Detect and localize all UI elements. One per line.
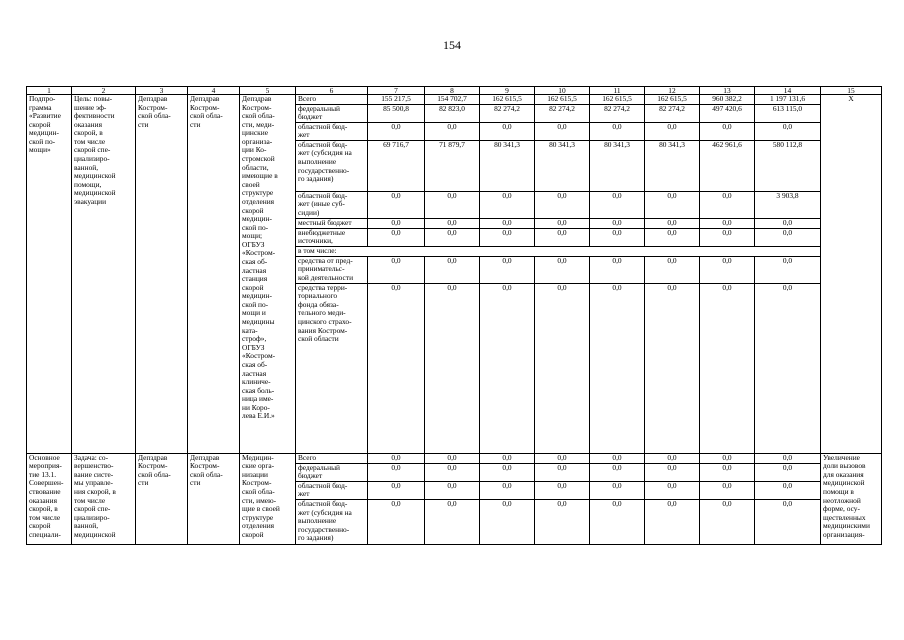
funding-value-cell: 85 500,8 (368, 104, 425, 122)
funding-value-cell: 0,0 (425, 481, 480, 499)
funding-value-cell: 0,0 (425, 218, 480, 228)
funding-value-cell: 0,0 (535, 283, 590, 453)
funding-value-cell: 0,0 (700, 453, 755, 463)
funding-source-label: федеральный бюджет (296, 104, 368, 122)
funding-value-cell: 0,0 (755, 218, 821, 228)
funding-value-cell: 0,0 (535, 122, 590, 140)
funding-source-label: внебюджетные источники, (296, 228, 368, 246)
funding-value-cell: 0,0 (700, 499, 755, 544)
funding-value-cell: 0,0 (480, 283, 535, 453)
expected-result-cell: Х (821, 95, 882, 454)
funding-value-cell: 162 615,5 (645, 95, 700, 105)
funding-value-cell: 0,0 (590, 122, 645, 140)
goal-cell: Задача: со- вершенство- вание систе- мы управле- ния скорой, в том числе скорой спе- циализиро- ванной, медицинской (72, 453, 136, 544)
funding-value-cell: 1 197 131,6 (755, 95, 821, 105)
funding-value-cell: 0,0 (480, 218, 535, 228)
funding-value-cell: 82 274,2 (590, 104, 645, 122)
column-number-row (27, 87, 882, 95)
funding-source-label: областной бюд- жет (иные суб- сидии) (296, 191, 368, 218)
column-header: 6 (296, 87, 368, 95)
funding-value-cell: 0,0 (700, 463, 755, 481)
funding-source-label: местный бюджет (296, 218, 368, 228)
funding-source-label: областной бюд- жет (296, 481, 368, 499)
funding-value-cell: 154 702,7 (425, 95, 480, 105)
funding-value-cell: 0,0 (425, 283, 480, 453)
column-header: 12 (645, 87, 700, 95)
funding-value-cell: 0,0 (535, 463, 590, 481)
funding-value-cell: 0,0 (480, 122, 535, 140)
funding-value-cell: 0,0 (368, 283, 425, 453)
funding-value-cell: 71 879,7 (425, 140, 480, 191)
funding-value-cell: 0,0 (645, 228, 700, 246)
expected-result-cell: Увеличение доли вызовов для оказания медицинской помощи в неотложной форме, осу- ществленных медицинскими организация- (821, 453, 882, 544)
funding-value-cell: 0,0 (368, 481, 425, 499)
column-header: 15 (821, 87, 882, 95)
funding-value-cell: 0,0 (368, 453, 425, 463)
funding-value-cell: 0,0 (700, 191, 755, 218)
column-header: 2 (72, 87, 136, 95)
funding-value-cell: 0,0 (755, 453, 821, 463)
funding-value-cell: 0,0 (645, 499, 700, 544)
funding-value-cell: 0,0 (425, 256, 480, 283)
funding-value-cell: 0,0 (480, 256, 535, 283)
funding-value-cell: 0,0 (755, 481, 821, 499)
funding-value-cell: 0,0 (590, 228, 645, 246)
funding-source-label: областной бюд- жет (субсидия на выполнение государственно- го задания) (296, 140, 368, 191)
funding-value-cell: 0,0 (368, 122, 425, 140)
funding-value-cell: 0,0 (645, 218, 700, 228)
column-header: 14 (755, 87, 821, 95)
table-body (27, 87, 882, 545)
funding-value-cell: 0,0 (480, 463, 535, 481)
funding-value-cell: 0,0 (425, 228, 480, 246)
funding-value-cell: 0,0 (535, 218, 590, 228)
funding-value-cell: 0,0 (700, 256, 755, 283)
funding-value-cell: 0,0 (590, 218, 645, 228)
funding-value-cell: 0,0 (590, 191, 645, 218)
funding-value-cell: 0,0 (645, 191, 700, 218)
program-name-cell: Подпро- грамма «Развитие скорой медицин- ской по- мощи» (27, 95, 72, 454)
funding-value-cell: 0,0 (590, 499, 645, 544)
funding-value-cell: 613 115,0 (755, 104, 821, 122)
funding-value-cell: 462 961,6 (700, 140, 755, 191)
funding-value-cell: 0,0 (425, 499, 480, 544)
funding-value-cell: 0,0 (480, 499, 535, 544)
column-header: 8 (425, 87, 480, 95)
funding-value-cell: 0,0 (535, 481, 590, 499)
funding-value-cell: 162 615,5 (590, 95, 645, 105)
funding-value-cell: 0,0 (425, 122, 480, 140)
coordinator-cell: Депздрав Костром- ской обла- сти (136, 453, 188, 544)
funding-value-cell: 0,0 (535, 453, 590, 463)
funding-value-cell: 0,0 (535, 256, 590, 283)
funding-value-cell: 80 341,3 (535, 140, 590, 191)
program-funding-table (26, 86, 882, 545)
funding-row (27, 95, 882, 105)
funding-source-label: Всего (296, 453, 368, 463)
funding-value-cell: 3 903,8 (755, 191, 821, 218)
column-header: 3 (136, 87, 188, 95)
funding-source-label: средства от пред- принимательс- кой деятельности (296, 256, 368, 283)
funding-value-cell: 0,0 (368, 256, 425, 283)
column-header: 7 (368, 87, 425, 95)
funding-value-cell: 0,0 (480, 191, 535, 218)
page-number: 154 (443, 38, 461, 52)
customer-cell: Депздрав Костром- ской обла- сти (188, 95, 240, 454)
executors-cell: Депздрав Костром- ской обла- сти, меди- цинские организа- ции Ко- стромской области, имеющие в своей структуре отделения скорой медицин- ской по- мощи; ОГБУЗ «Костром- ская об- ластная станция скорой медицин- ской по- мощи и медицины ката- строф», ОГБУЗ «Костром- ская об- ластная клиниче- ская боль- ница име- ни Коро- лева Е.И.» (240, 95, 296, 454)
goal-cell: Цель: повы- шение эф- фективности оказания скорой, в том числе скорой спе- циализиро- ванной, медицинской помощи, медицинской эвакуации (72, 95, 136, 454)
funding-value-cell: 0,0 (645, 463, 700, 481)
funding-source-label: областной бюд- жет (субсидия на выполнение государственно- го задания) (296, 499, 368, 544)
funding-source-label: областной бюд- жет (296, 122, 368, 140)
column-header: 13 (700, 87, 755, 95)
funding-value-cell: 82 823,0 (425, 104, 480, 122)
funding-value-cell: 0,0 (368, 499, 425, 544)
funding-value-cell: 80 341,3 (590, 140, 645, 191)
funding-value-cell: 0,0 (590, 283, 645, 453)
funding-value-cell: 0,0 (755, 499, 821, 544)
funding-value-cell: 82 274,2 (480, 104, 535, 122)
funding-value-cell: 0,0 (480, 481, 535, 499)
funding-value-cell: 0,0 (590, 481, 645, 499)
funding-source-label: федеральный бюджет (296, 463, 368, 481)
funding-value-cell: 0,0 (368, 228, 425, 246)
funding-value-cell: 0,0 (700, 218, 755, 228)
column-header: 10 (535, 87, 590, 95)
funding-value-cell: 162 615,5 (480, 95, 535, 105)
funding-row (27, 453, 882, 463)
customer-cell: Депздрав Костром- ской обла- сти (188, 453, 240, 544)
funding-value-cell: 0,0 (755, 228, 821, 246)
funding-value-cell: 0,0 (590, 453, 645, 463)
column-header: 1 (27, 87, 72, 95)
funding-value-cell: 0,0 (590, 463, 645, 481)
column-header: 4 (188, 87, 240, 95)
program-name-cell: Основное мероприя- тие 13.1. Совершен- ствование оказания скорой, в том числе скорой специали- (27, 453, 72, 544)
funding-value-cell: 0,0 (425, 191, 480, 218)
funding-value-cell: 82 274,2 (645, 104, 700, 122)
funding-value-cell: 155 217,5 (368, 95, 425, 105)
funding-value-cell: 0,0 (755, 463, 821, 481)
funding-value-cell: 0,0 (645, 256, 700, 283)
funding-value-cell: 0,0 (590, 256, 645, 283)
funding-source-label: средства терри- ториального фонда обяза- тельного меди- цинского страхо- вания Костром- ской области (296, 283, 368, 453)
funding-value-cell: 0,0 (645, 453, 700, 463)
funding-value-cell: 82 274,2 (535, 104, 590, 122)
funding-value-cell: 0,0 (700, 228, 755, 246)
funding-value-cell: 0,0 (755, 256, 821, 283)
funding-value-cell: 0,0 (700, 283, 755, 453)
funding-value-cell: 0,0 (645, 481, 700, 499)
funding-value-cell: 0,0 (368, 463, 425, 481)
funding-value-cell: 80 341,3 (645, 140, 700, 191)
funding-value-cell: 80 341,3 (480, 140, 535, 191)
funding-value-cell: 0,0 (755, 283, 821, 453)
funding-value-cell: 0,0 (535, 228, 590, 246)
funding-value-cell: 0,0 (700, 481, 755, 499)
funding-value-cell: 0,0 (645, 122, 700, 140)
funding-value-cell: 0,0 (425, 463, 480, 481)
funding-value-cell: 0,0 (368, 218, 425, 228)
funding-value-cell: 497 420,6 (700, 104, 755, 122)
column-header: 5 (240, 87, 296, 95)
funding-source-label: Всего (296, 95, 368, 105)
column-header: 9 (480, 87, 535, 95)
funding-value-cell: 0,0 (645, 283, 700, 453)
column-header: 11 (590, 87, 645, 95)
funding-value-cell: 0,0 (535, 191, 590, 218)
funding-value-cell: 69 716,7 (368, 140, 425, 191)
coordinator-cell: Депздрав Костром- ской обла- сти (136, 95, 188, 454)
funding-source-label: в том числе: (296, 247, 821, 257)
executors-cell: Медицин- ские орга- низации Костром- ской обла- сти, имею- щие в своей структуре отделения скорой (240, 453, 296, 544)
funding-value-cell: 0,0 (480, 228, 535, 246)
funding-value-cell: 0,0 (368, 191, 425, 218)
funding-value-cell: 0,0 (480, 453, 535, 463)
funding-value-cell: 0,0 (425, 453, 480, 463)
funding-value-cell: 0,0 (700, 122, 755, 140)
funding-value-cell: 0,0 (755, 122, 821, 140)
funding-value-cell: 580 112,8 (755, 140, 821, 191)
funding-value-cell: 0,0 (535, 499, 590, 544)
funding-value-cell: 162 615,5 (535, 95, 590, 105)
funding-value-cell: 960 382,2 (700, 95, 755, 105)
